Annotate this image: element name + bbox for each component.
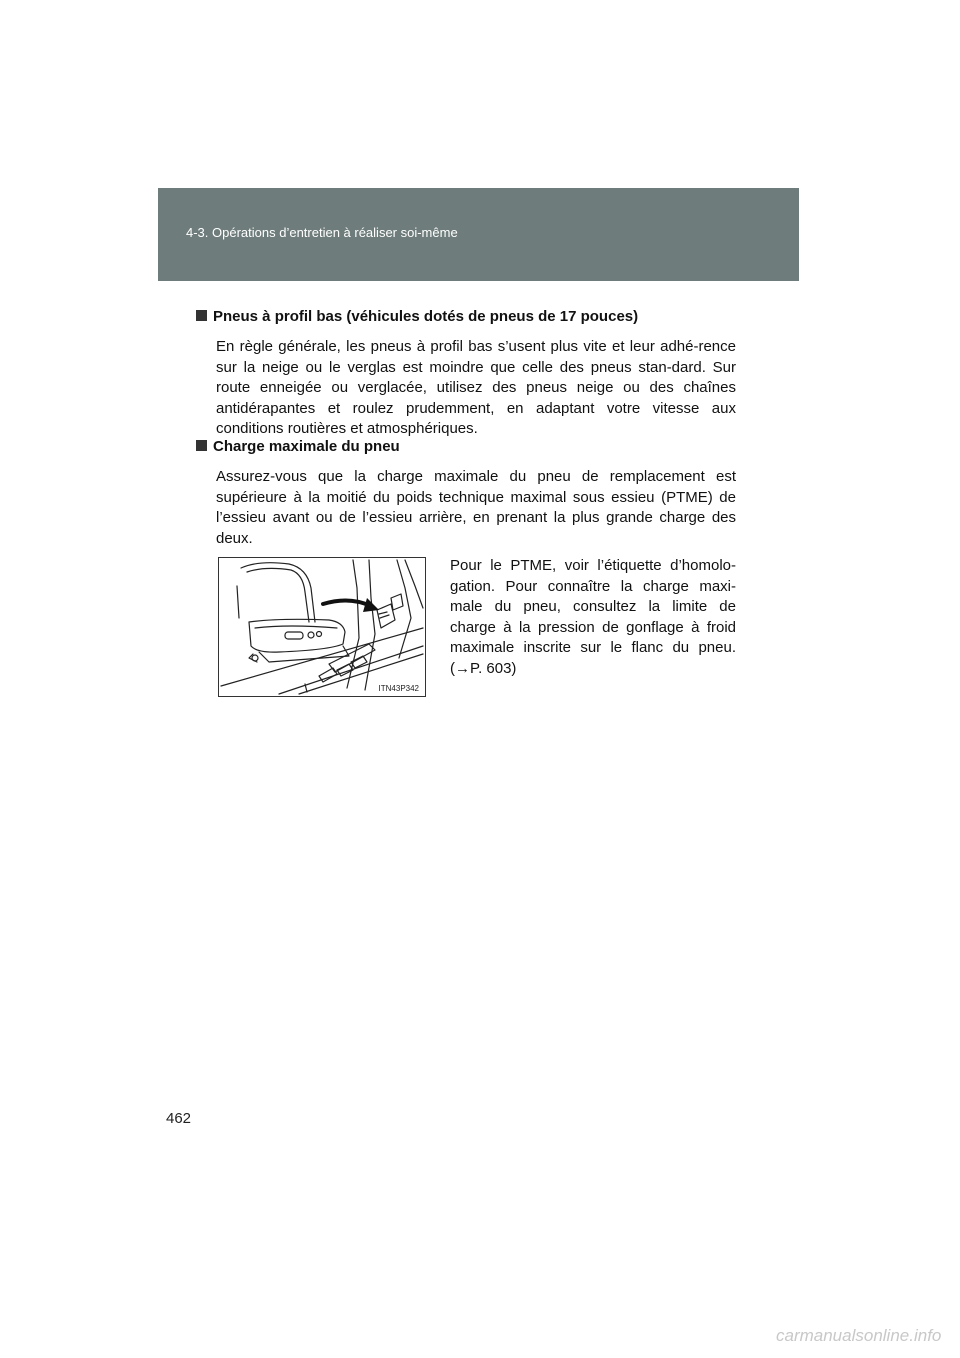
section-heading	[196, 437, 736, 457]
seat-and-door-pillar-drawing	[219, 558, 425, 696]
section-max-load	[196, 437, 736, 549]
watermark-logo	[776, 1320, 946, 1350]
section-low-profile-tires	[196, 307, 736, 440]
section-heading-text: Charge maximale du pneu	[213, 438, 400, 455]
section-body: Assurez-vous que la charge maximale du pneu de remplacement est supérieure à la moitié du poids technique maximal sous essieu (PTME) de l’essieu avant ou de l’essieu arrière, en prenant la plus grande charge des deux.	[216, 468, 736, 547]
figure-caption: Pour le PTME, voir l’étiquette d’homolo-gation. Pour connaître la charge maxi-male du pneu, consultez la limite de charge à la pression de gonflage à froid maximale inscrite sur le flanc du pneu. (→P. 603)	[450, 557, 736, 677]
svg-text:carmanualsonline.info: carmanualsonline.info	[776, 1326, 942, 1345]
figure-code: ITN43P342	[378, 684, 419, 693]
page-number: 462	[166, 1110, 192, 1127]
section-body: En règle générale, les pneus à profil bas s’usent plus vite et leur adhé-rence sur la neige ou le verglas est moindre que celle des pneus stan-dard. Sur route enneigée ou verglacée, utilisez des pneus neige ou des chaînes antidérapantes et roulez prudemment, en adaptant votre vitesse aux conditions routières et atmosphériques.	[216, 338, 736, 437]
section-heading-text: Pneus à profil bas (véhicules dotés de pneus de 17 pouces)	[213, 308, 639, 325]
illustration-door-pillar-label	[218, 557, 426, 697]
square-bullet-icon	[196, 310, 207, 321]
chapter-header-band	[158, 188, 799, 281]
section-heading	[196, 307, 736, 327]
square-bullet-icon	[196, 440, 207, 451]
chapter-title: 4-3. Opérations d’entretien à réaliser soi-même	[186, 225, 458, 240]
